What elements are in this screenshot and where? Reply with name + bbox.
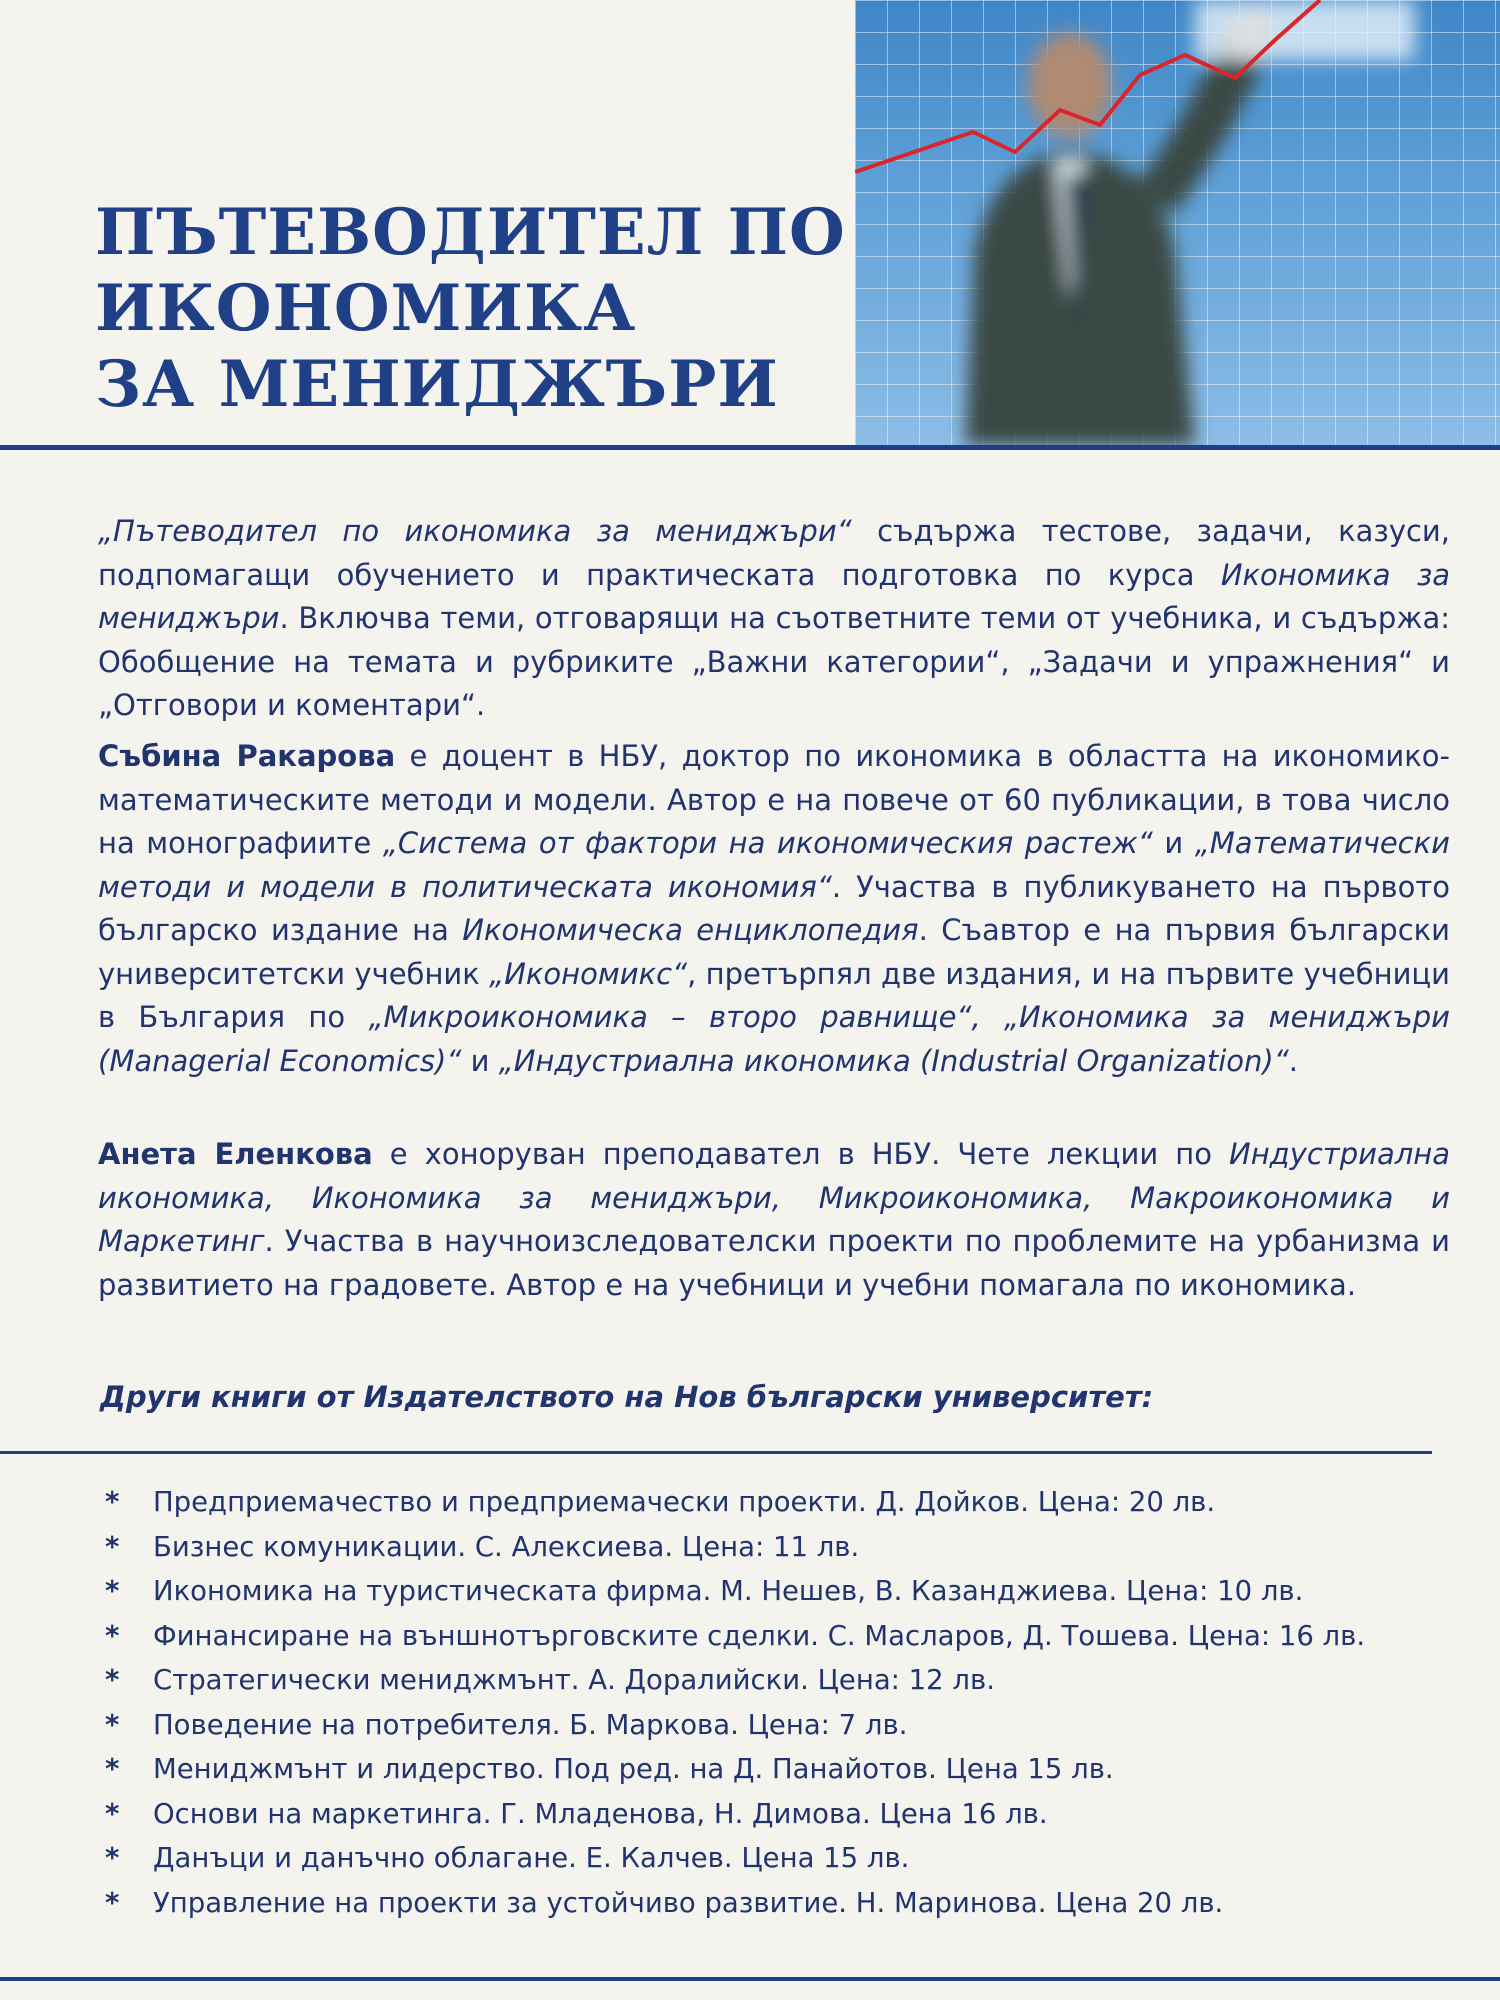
text-span: „Пътеводител по икономика за мениджъри“: [98, 514, 852, 548]
author-bio-elenkova: [98, 1133, 1450, 1307]
middle-divider: [0, 1451, 1432, 1454]
book-entry: Мениджмънт и лидерство. Под ред. на Д. Панайотов. Цена 15 лв.: [153, 1753, 1114, 1785]
text-span: . Участва в научноизследователски проекти по проблемите на урбанизма и развитието на градовете. Автор е на учебници и учебни помагала по икономика.: [98, 1224, 1450, 1302]
asterisk-bullet: *: [105, 1664, 120, 1696]
text-span: съдържа тестове, задачи, казуси, подпомагащи обучението и практическата подготовка по курса: [98, 514, 1450, 592]
text-span: .: [1288, 1043, 1298, 1078]
list-item: [105, 1747, 1435, 1792]
book-entry: Финансиране на външнотърговските сделки. С. Масларов, Д. Тошева. Цена: 16 лв.: [153, 1619, 1366, 1652]
list-item: [105, 1792, 1435, 1837]
list-item: [105, 1525, 1435, 1570]
text-span: „Микроикономика – второ равнище“, „Икономика за мениджъри (Managerial Economics)“: [98, 1000, 1451, 1078]
asterisk-bullet: *: [105, 1708, 120, 1741]
book-entry: Предприемачество и предприемачески проекти. Д. Дойков. Цена: 20 лв.: [153, 1486, 1216, 1518]
asterisk-bullet: *: [105, 1486, 120, 1518]
text-span: и: [461, 1043, 499, 1078]
text-span: и: [1152, 826, 1195, 860]
text-span: е хоноруван преподавател в НБУ. Чете лекции по: [372, 1137, 1229, 1171]
title-line: ПЪТЕВОДИТЕЛ ПО: [95, 195, 846, 270]
title-line: ИКОНОМИКА: [95, 271, 637, 346]
text-span: . Включва теми, отговарящи на съответните теми от учебника, и съдържа: Обобщение на темата и рубриките „Важни категории“, „Задачи и упражнения“ и „Отговори и коментари“.: [98, 601, 1450, 722]
book-title: [95, 195, 846, 423]
list-item: [105, 1836, 1435, 1881]
asterisk-bullet: *: [105, 1753, 120, 1785]
other-books-list: [105, 1480, 1435, 1925]
chart-grid-illustration: [855, 0, 1500, 445]
author-name: Събина Ракарова: [98, 739, 396, 773]
cover-photo-businessman-chart: [855, 0, 1500, 445]
author-bio-rakarova: [98, 735, 1450, 1083]
text-span: „Система от фактори на икономическия растеж“: [382, 826, 1153, 860]
list-item: [105, 1614, 1435, 1659]
book-entry: Икономика на туристическата фирма. М. Нешев, В. Казанджиева. Цена: 10 лв.: [153, 1575, 1304, 1607]
book-entry: Управление на проекти за устойчиво развитие. Н. Маринова. Цена 20 лв.: [153, 1886, 1224, 1919]
book-entry: Поведение на потребителя. Б. Маркова. Цена: 7 лв.: [153, 1708, 908, 1741]
top-divider: [0, 445, 1500, 450]
text-span: . Участва в публикуването на първото българско издание на: [98, 869, 1450, 947]
list-item: [105, 1881, 1435, 1926]
text-span: Икономическа енциклопедия: [462, 913, 919, 947]
text-span: . Съавтор е на първия български университетски учебник: [98, 913, 1451, 991]
list-item: [105, 1569, 1435, 1614]
bottom-divider: [0, 1977, 1500, 1981]
text-span: „Икономикс“: [489, 956, 688, 991]
other-books-heading: Други книги от Издателството на Нов български университет:: [100, 1380, 1154, 1414]
book-entry: Стратегически мениджмънт. А. Доралийски. Цена: 12 лв.: [153, 1664, 995, 1696]
text-span: „Математически методи и модели в политическата икономия“: [98, 826, 1450, 904]
asterisk-bullet: *: [105, 1619, 120, 1652]
book-entry: Данъци и данъчно облагане. Е. Калчев. Цена 15 лв.: [153, 1842, 910, 1874]
asterisk-bullet: *: [105, 1797, 120, 1830]
author-name: Анета Еленкова: [98, 1137, 373, 1171]
title-line: ЗА МЕНИДЖЪРИ: [95, 347, 779, 422]
asterisk-bullet: *: [105, 1530, 120, 1563]
asterisk-bullet: *: [105, 1886, 120, 1919]
book-entry: Бизнес комуникации. С. Алексиева. Цена: 11 лв.: [153, 1530, 860, 1563]
text-span: Икономика за мениджъри: [98, 557, 1451, 635]
asterisk-bullet: *: [105, 1575, 120, 1607]
text-span: Индустриална икономика, Икономика за мениджъри, Микроикономика, Макроикономика и Маркетинг: [98, 1137, 1450, 1258]
list-item: [105, 1703, 1435, 1748]
list-item: [105, 1480, 1435, 1525]
asterisk-bullet: *: [105, 1842, 120, 1874]
text-span: е доцент в НБУ, доктор по икономика в областта на икономико-математическите методи и модели. Автор е на повече от 60 публикации, в това число на монографиите: [98, 739, 1451, 860]
text-span: „Индустриална икономика (Industrial Organization)“: [498, 1043, 1289, 1078]
book-description-paragraph: [98, 510, 1450, 728]
book-entry: Основи на маркетинга. Г. Младенова, Н. Димова. Цена 16 лв.: [153, 1797, 1048, 1830]
list-item: [105, 1658, 1435, 1703]
text-span: , претърпял две издания, и на първите учебници в България по: [98, 956, 1451, 1034]
